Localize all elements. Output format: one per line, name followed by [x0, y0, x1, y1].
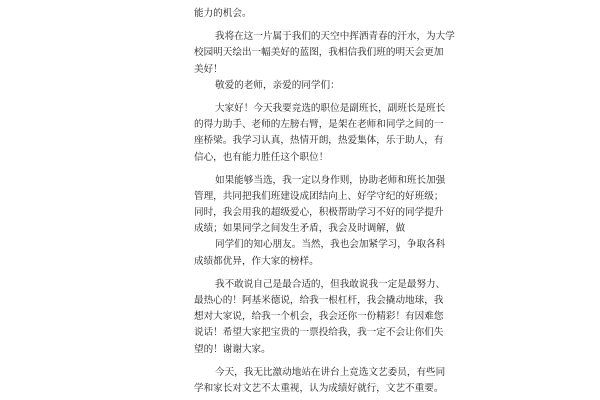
- paragraph-gap: [194, 94, 412, 101]
- text-line: 学和家长对文艺不太重视，认为成绩好就行，文艺不重要。: [194, 382, 444, 394]
- text-line: 成绩都优异，作大家的榜样。: [194, 255, 319, 267]
- text-line: 同学们的知心朋友。当然，我也会加紧学习，争取各科: [215, 239, 446, 251]
- text-line: 我将在这一片属于我们的天空中挥洒青春的汗水，为大学: [215, 31, 455, 43]
- document-page: [194, 6, 455, 397]
- text-line: 最热心的！阿基米德说，给我一根杠杆，我会撬动地球，我: [194, 295, 444, 306]
- paragraph-gap: [194, 358, 412, 365]
- text-line: 大家好！今天我要竞选的职位是副班长，副班长是班长: [215, 102, 446, 114]
- text-line: 如果能够当选，我一定以身作则，协助老师和班长加强: [215, 174, 446, 186]
- paragraph-gap: [194, 22, 412, 29]
- text-line: 管理，共同把我们班建设成团结向上、好学守纪的好班级；: [194, 190, 444, 202]
- text-line: 我不敢说自己是最合适的，但我敢说我一定是最努力、: [215, 278, 446, 290]
- paragraph-gap: [194, 166, 412, 173]
- text-line: 望的！谢谢大家。: [194, 343, 271, 355]
- text-line: 成绩；如果同学之间发生矛盾，我会及时调解，做: [194, 223, 406, 235]
- text-line: 信心，也有能力胜任这个职位！: [194, 151, 329, 163]
- text-line: 同时，我会用我的超级爱心，积极帮助学习不好的同学提升: [194, 207, 444, 219]
- text-line: 想对大家说，给我一个机会，我会还你一份精彩！有因难您: [194, 311, 444, 323]
- text-line: 的得力助手、老师的左膀右臂，是架在老师和同学之间的一: [194, 119, 444, 131]
- text-line: 能力的机会。: [194, 8, 252, 19]
- text-line: 校园明天绘出一幅美好的蓝图，我相信我们班的明天会更加: [194, 47, 444, 59]
- text-line: 座桥梁。我学习认真，热情开朗，热爱集体，乐于助人，有: [194, 135, 444, 147]
- text-line: 美好！: [194, 63, 223, 75]
- paragraph-gap: [194, 270, 412, 277]
- text-line: 说话！希望大家把宝贵的一票投给我，我一定不会让你们失: [194, 327, 444, 339]
- text-line: 今天，我无比激动地站在讲台上竞选文艺委员，有些同: [215, 366, 446, 378]
- text-line: 敬爱的老师，亲爱的同学们：: [215, 79, 340, 91]
